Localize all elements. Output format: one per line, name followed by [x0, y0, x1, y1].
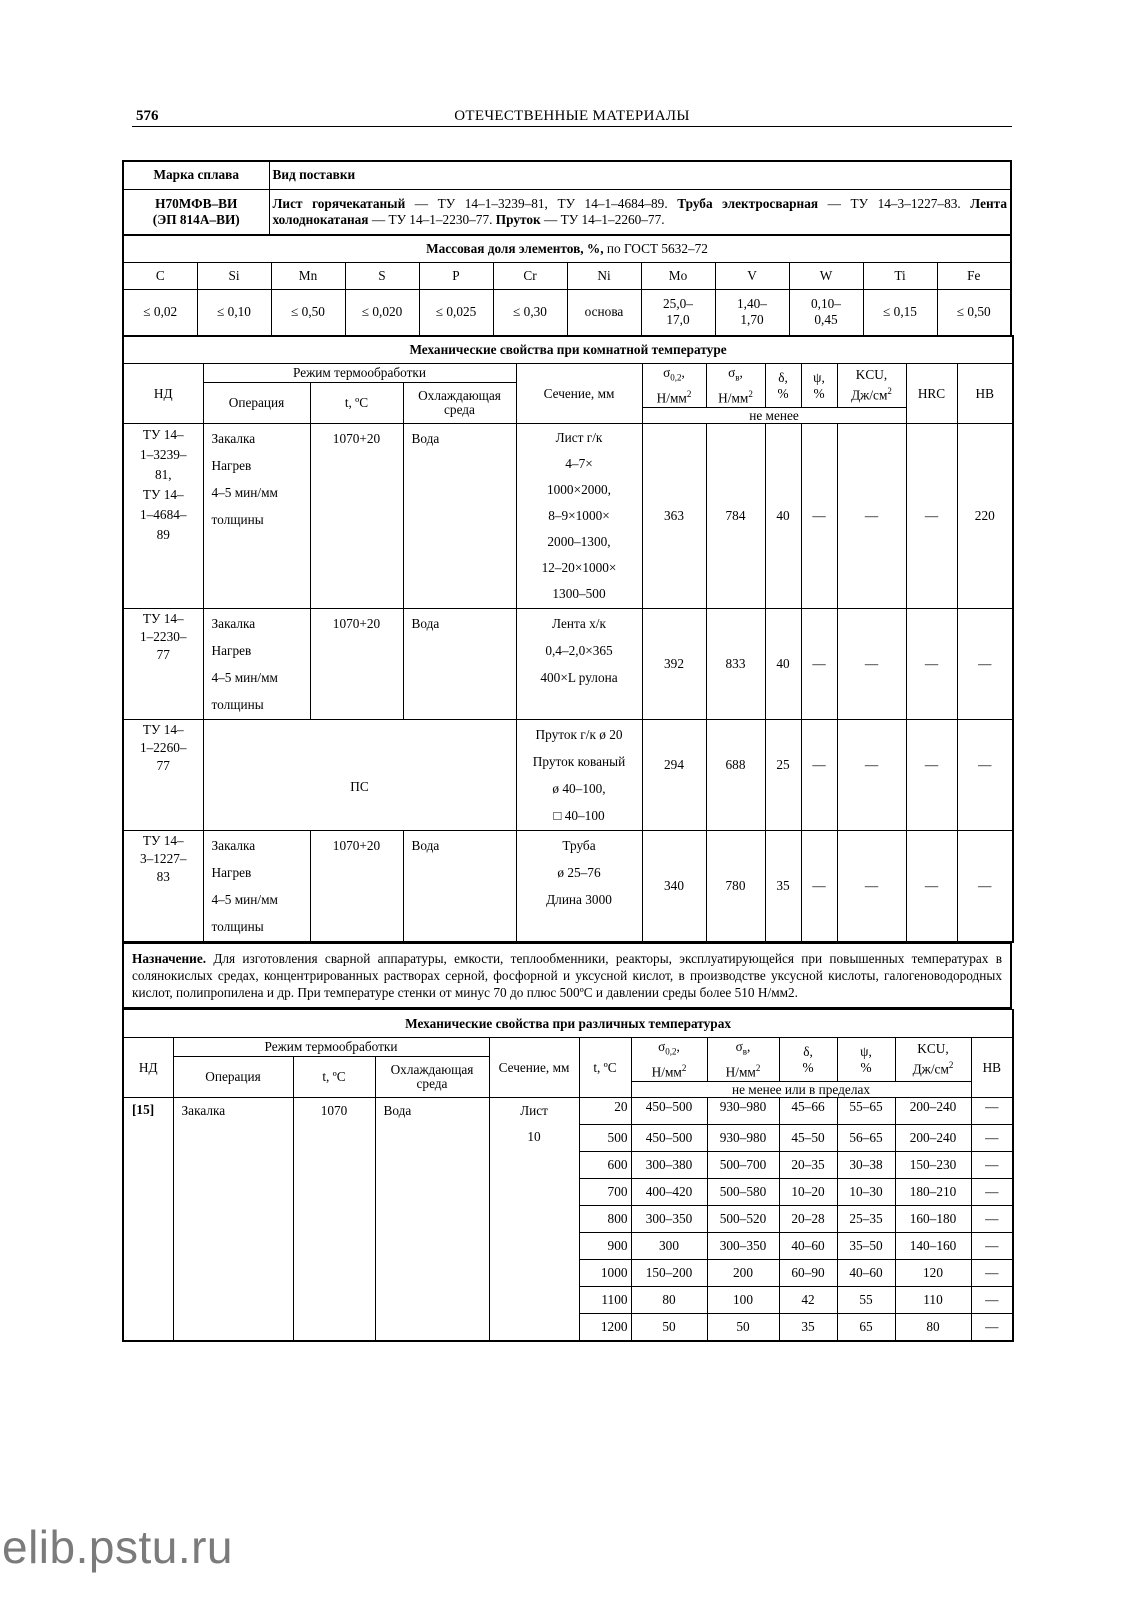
supply-standard: — ТУ 14–3–1227–83.	[818, 195, 971, 211]
delta-cell: 20–35	[779, 1152, 837, 1179]
hrc-cell: —	[906, 424, 957, 609]
element-cell: P	[419, 263, 493, 290]
col-operation: Операция	[203, 383, 310, 424]
sb-cell: 50	[707, 1314, 779, 1342]
s02-cell: 150–200	[631, 1260, 707, 1287]
value-cell: 0,10–0,45	[789, 290, 863, 336]
col-temp: t, ºС	[310, 383, 403, 424]
delta-cell: 20–28	[779, 1206, 837, 1233]
col-cooling: Охлаждающая среда	[375, 1057, 489, 1098]
hb-cell: —	[971, 1314, 1013, 1342]
grade-header: Марка сплава	[123, 161, 269, 189]
temp-cell: 1070+20	[310, 831, 403, 943]
test-temp-cell: 1000	[579, 1260, 631, 1287]
hb-cell: 220	[957, 424, 1013, 609]
sb-cell: 780	[706, 831, 765, 943]
col-sb: $\sigma_в$, $Н/мм^2$	[706, 364, 765, 408]
element-cell: S	[345, 263, 419, 290]
hrc-cell: —	[906, 720, 957, 831]
col-delta: δ, %	[765, 364, 801, 408]
operation-cell: Закалка	[173, 1098, 293, 1342]
kcu-cell: 120	[895, 1260, 971, 1287]
hb-cell: —	[971, 1287, 1013, 1314]
supply-type: Лента холоднокатаная	[272, 195, 1008, 227]
kcu-cell: 200–240	[895, 1125, 971, 1152]
room-properties-block	[122, 335, 1012, 1342]
value-cell: ≤ 0,10	[197, 290, 271, 336]
operation-cell: Закалка Нагрев 4–5 мин/мм толщины	[203, 831, 310, 943]
kcu-cell: 160–180	[895, 1206, 971, 1233]
section-cell: Лист 10	[489, 1098, 579, 1342]
kcu-cell: 110	[895, 1287, 971, 1314]
psi-cell: —	[801, 831, 837, 943]
supply-type: Пруток	[495, 211, 541, 227]
s02-cell: 300–350	[631, 1206, 707, 1233]
table-row	[123, 609, 1013, 720]
col-kcu: KCU, $Дж/см^2$	[895, 1038, 971, 1082]
col-temp: t, ºС	[293, 1057, 375, 1098]
room-title: Механические свойства при комнатной температуре	[123, 336, 1013, 364]
cooling-cell: Вода	[403, 609, 516, 720]
delta-cell: 45–66	[779, 1098, 837, 1125]
hb-cell: —	[957, 720, 1013, 831]
s02-cell: 450–500	[631, 1098, 707, 1125]
psi-cell: 55	[837, 1287, 895, 1314]
delta-cell: 35	[765, 831, 801, 943]
element-cell: Mo	[641, 263, 715, 290]
test-temp-cell: 1100	[579, 1287, 631, 1314]
purpose-text: Для изготовления сварной аппаратуры, емкости, теплообменники, реакторы, эксплуатирующейся при повышенных температурах в солянокислых средах, концентрированных растворах серной, фосфорной и уксусной кислот, в производстве уксусной кислоты, галогеноводородных кислот, полипропилена и др. При температуре стенки от минус 70 до плюс 500ºС и давлении среды более 510 Н/мм2.	[132, 951, 1002, 1001]
min-label: не менее	[642, 408, 906, 424]
supply-standard: — ТУ 14–1–3239–81, ТУ 14–1–4684–89.	[405, 195, 678, 211]
range-label: не менее или в пределах	[631, 1082, 971, 1098]
value-cell: ≤ 0,50	[271, 290, 345, 336]
supply-type: Труба электросварная	[677, 195, 819, 211]
s02-cell: 294	[642, 720, 706, 831]
psi-cell: 55–65	[837, 1098, 895, 1125]
element-cell: Si	[197, 263, 271, 290]
operation-cell: Закалка Нагрев 4–5 мин/мм толщины	[203, 609, 310, 720]
kcu-cell: 140–160	[895, 1233, 971, 1260]
col-hb: HB	[957, 364, 1013, 424]
hb-cell: —	[971, 1233, 1013, 1260]
supply-type: Лист горячекатаный	[272, 195, 406, 211]
kcu-cell: 150–230	[895, 1152, 971, 1179]
element-cell: C	[123, 263, 197, 290]
col-psi: ψ, %	[837, 1038, 895, 1082]
temp-cell: 1070+20	[310, 609, 403, 720]
hrc-cell: —	[906, 831, 957, 943]
sb-cell: 100	[707, 1287, 779, 1314]
page-number: 576	[136, 108, 159, 124]
psi-cell: 56–65	[837, 1125, 895, 1152]
col-section: Сечение, мм	[516, 364, 642, 424]
psi-cell: 65	[837, 1314, 895, 1342]
temp-cell: 1070+20	[310, 424, 403, 609]
s02-cell: 450–500	[631, 1125, 707, 1152]
psi-cell: 35–50	[837, 1233, 895, 1260]
psi-cell: —	[801, 424, 837, 609]
delta-cell: 42	[779, 1287, 837, 1314]
s02-cell: 80	[631, 1287, 707, 1314]
mode-ps-cell: ПС	[203, 720, 516, 831]
sb-cell: 833	[706, 609, 765, 720]
psi-cell: 25–35	[837, 1206, 895, 1233]
s02-cell: 400–420	[631, 1179, 707, 1206]
operation-cell: Закалка Нагрев 4–5 мин/мм толщины	[203, 424, 310, 609]
delta-cell: 35	[779, 1314, 837, 1342]
test-temp-cell: 700	[579, 1179, 631, 1206]
cooling-cell: Вода	[403, 831, 516, 943]
running-title: ОТЕЧЕСТВЕННЫЕ МАТЕРИАЛЫ	[454, 108, 690, 124]
table-row	[123, 831, 1013, 943]
composition-block	[122, 234, 1012, 337]
sb-cell: 500–520	[707, 1206, 779, 1233]
value-cell: ≤ 0,50	[937, 290, 1011, 336]
value-cell: 1,40–1,70	[715, 290, 789, 336]
value-cell: ≤ 0,30	[493, 290, 567, 336]
kcu-cell: —	[837, 424, 906, 609]
psi-cell: 40–60	[837, 1260, 895, 1287]
test-temp-cell: 20	[579, 1098, 631, 1125]
nd-cell: ТУ 14– 1–2230– 77	[123, 609, 203, 720]
sb-cell: 300–350	[707, 1233, 779, 1260]
col-psi: ψ, %	[801, 364, 837, 408]
col-nd: НД	[123, 364, 203, 424]
value-cell: ≤ 0,020	[345, 290, 419, 336]
supply-standard: — ТУ 14–1–2260–77.	[540, 211, 665, 227]
table-row	[123, 1098, 1013, 1125]
col-delta: δ, %	[779, 1038, 837, 1082]
delta-cell: 25	[765, 720, 801, 831]
hb-cell: —	[957, 831, 1013, 943]
hb-cell: —	[971, 1260, 1013, 1287]
delta-cell: 10–20	[779, 1179, 837, 1206]
element-cell: Fe	[937, 263, 1011, 290]
psi-cell: 10–30	[837, 1179, 895, 1206]
kcu-cell: 200–240	[895, 1098, 971, 1125]
psi-cell: 30–38	[837, 1152, 895, 1179]
col-nd: НД	[123, 1038, 173, 1098]
psi-cell: —	[801, 609, 837, 720]
kcu-cell: —	[837, 720, 906, 831]
value-cell: ≤ 0,02	[123, 290, 197, 336]
value-cell: основа	[567, 290, 641, 336]
sb-cell: 500–700	[707, 1152, 779, 1179]
col-cooling: Охлаждающая среда	[403, 383, 516, 424]
col-kcu: KCU, $Дж/см^2$	[837, 364, 906, 408]
cooling-cell: Вода	[403, 424, 516, 609]
supply-text	[269, 189, 1011, 235]
delta-cell: 40	[765, 609, 801, 720]
col-sb: $\sigma_в$, $Н/мм^2$	[707, 1038, 779, 1082]
purpose-paragraph	[123, 944, 1011, 1009]
grade-alt-name: (ЭП 814А–ВИ)	[152, 211, 240, 227]
test-temp-cell: 900	[579, 1233, 631, 1260]
sb-cell: 930–980	[707, 1098, 779, 1125]
hb-cell: —	[971, 1125, 1013, 1152]
col-mode: Режим термообработки	[203, 364, 516, 383]
col-s02: $\sigma_{0,2}$, $Н/мм^2$	[631, 1038, 707, 1082]
col-operation: Операция	[173, 1057, 293, 1098]
kcu-cell: —	[837, 609, 906, 720]
composition-title-bold: Массовая доля элементов, %,	[426, 240, 604, 256]
s02-cell: 392	[642, 609, 706, 720]
section-cell: Пруток г/к ø 20 Пруток кованый ø 40–100, □ 40–100	[516, 720, 642, 831]
value-cell: ≤ 0,15	[863, 290, 937, 336]
element-cell: Ti	[863, 263, 937, 290]
watermark: elib.pstu.ru	[2, 1521, 234, 1573]
delta-cell: 40	[765, 424, 801, 609]
composition-title-rest: по ГОСТ 5632–72	[603, 240, 708, 256]
section-cell: Лист г/к 4–7× 1000×2000, 8–9×1000× 2000–1300, 12–20×1000× 1300–500	[516, 424, 642, 609]
psi-cell: —	[801, 720, 837, 831]
nd-cell: [15]	[123, 1098, 173, 1342]
s02-cell: 300–380	[631, 1152, 707, 1179]
section-cell: Лента х/к 0,4–2,0×365 400×L рулона	[516, 609, 642, 720]
section-cell: Труба ø 25–76 Длина 3000	[516, 831, 642, 943]
s02-cell: 340	[642, 831, 706, 943]
delta-cell: 40–60	[779, 1233, 837, 1260]
delta-cell: 60–90	[779, 1260, 837, 1287]
supply-header: Вид поставки	[269, 161, 1011, 189]
s02-cell: 50	[631, 1314, 707, 1342]
temp-cell: 1070	[293, 1098, 375, 1342]
col-s02: $\sigma_{0,2}$, $Н/мм^2$	[642, 364, 706, 408]
sb-cell: 200	[707, 1260, 779, 1287]
table-row	[123, 720, 1013, 831]
element-cell: Mn	[271, 263, 345, 290]
nd-cell: ТУ 14– 1–3239– 81, ТУ 14– 1–4684– 89	[123, 424, 203, 609]
alloy-grade	[123, 189, 269, 235]
running-header	[132, 108, 1012, 127]
table-row	[123, 424, 1013, 609]
temps-title: Механические свойства при различных температурах	[123, 1010, 1013, 1038]
delta-cell: 45–50	[779, 1125, 837, 1152]
element-cell: Cr	[493, 263, 567, 290]
temperature-properties-table	[122, 1009, 1014, 1342]
kcu-cell: —	[837, 831, 906, 943]
value-row	[123, 290, 1011, 336]
kcu-cell: 80	[895, 1314, 971, 1342]
test-temp-cell: 600	[579, 1152, 631, 1179]
hrc-cell: —	[906, 609, 957, 720]
s02-cell: 363	[642, 424, 706, 609]
test-temp-cell: 800	[579, 1206, 631, 1233]
col-mode: Режим термообработки	[173, 1038, 489, 1057]
hb-cell: —	[971, 1179, 1013, 1206]
hb-cell: —	[971, 1206, 1013, 1233]
kcu-cell: 180–210	[895, 1179, 971, 1206]
composition-title	[123, 235, 1011, 263]
value-cell: ≤ 0,025	[419, 290, 493, 336]
test-temp-cell: 500	[579, 1125, 631, 1152]
nd-cell: ТУ 14– 1–2260– 77	[123, 720, 203, 831]
nd-cell: ТУ 14– 3–1227– 83	[123, 831, 203, 943]
sb-cell: 688	[706, 720, 765, 831]
sb-cell: 500–580	[707, 1179, 779, 1206]
hb-cell: —	[971, 1098, 1013, 1125]
hb-cell: —	[971, 1152, 1013, 1179]
supply-standard: — ТУ 14–1–2230–77.	[368, 211, 496, 227]
hb-cell: —	[957, 609, 1013, 720]
element-cell: W	[789, 263, 863, 290]
col-test-temp: t, ºС	[579, 1038, 631, 1098]
element-cell: V	[715, 263, 789, 290]
element-cell: Ni	[567, 263, 641, 290]
value-cell: 25,0–17,0	[641, 290, 715, 336]
cooling-cell: Вода	[375, 1098, 489, 1342]
col-section: Сечение, мм	[489, 1038, 579, 1098]
element-row	[123, 263, 1011, 290]
grade-name: Н70МФВ–ВИ	[155, 195, 238, 211]
col-hb: HB	[971, 1038, 1013, 1098]
sb-cell: 930–980	[707, 1125, 779, 1152]
purpose-label: Назначение.	[132, 951, 207, 967]
test-temp-cell: 1200	[579, 1314, 631, 1342]
col-hrc: HRC	[906, 364, 957, 424]
alloy-block	[122, 160, 1012, 236]
sb-cell: 784	[706, 424, 765, 609]
s02-cell: 300	[631, 1233, 707, 1260]
